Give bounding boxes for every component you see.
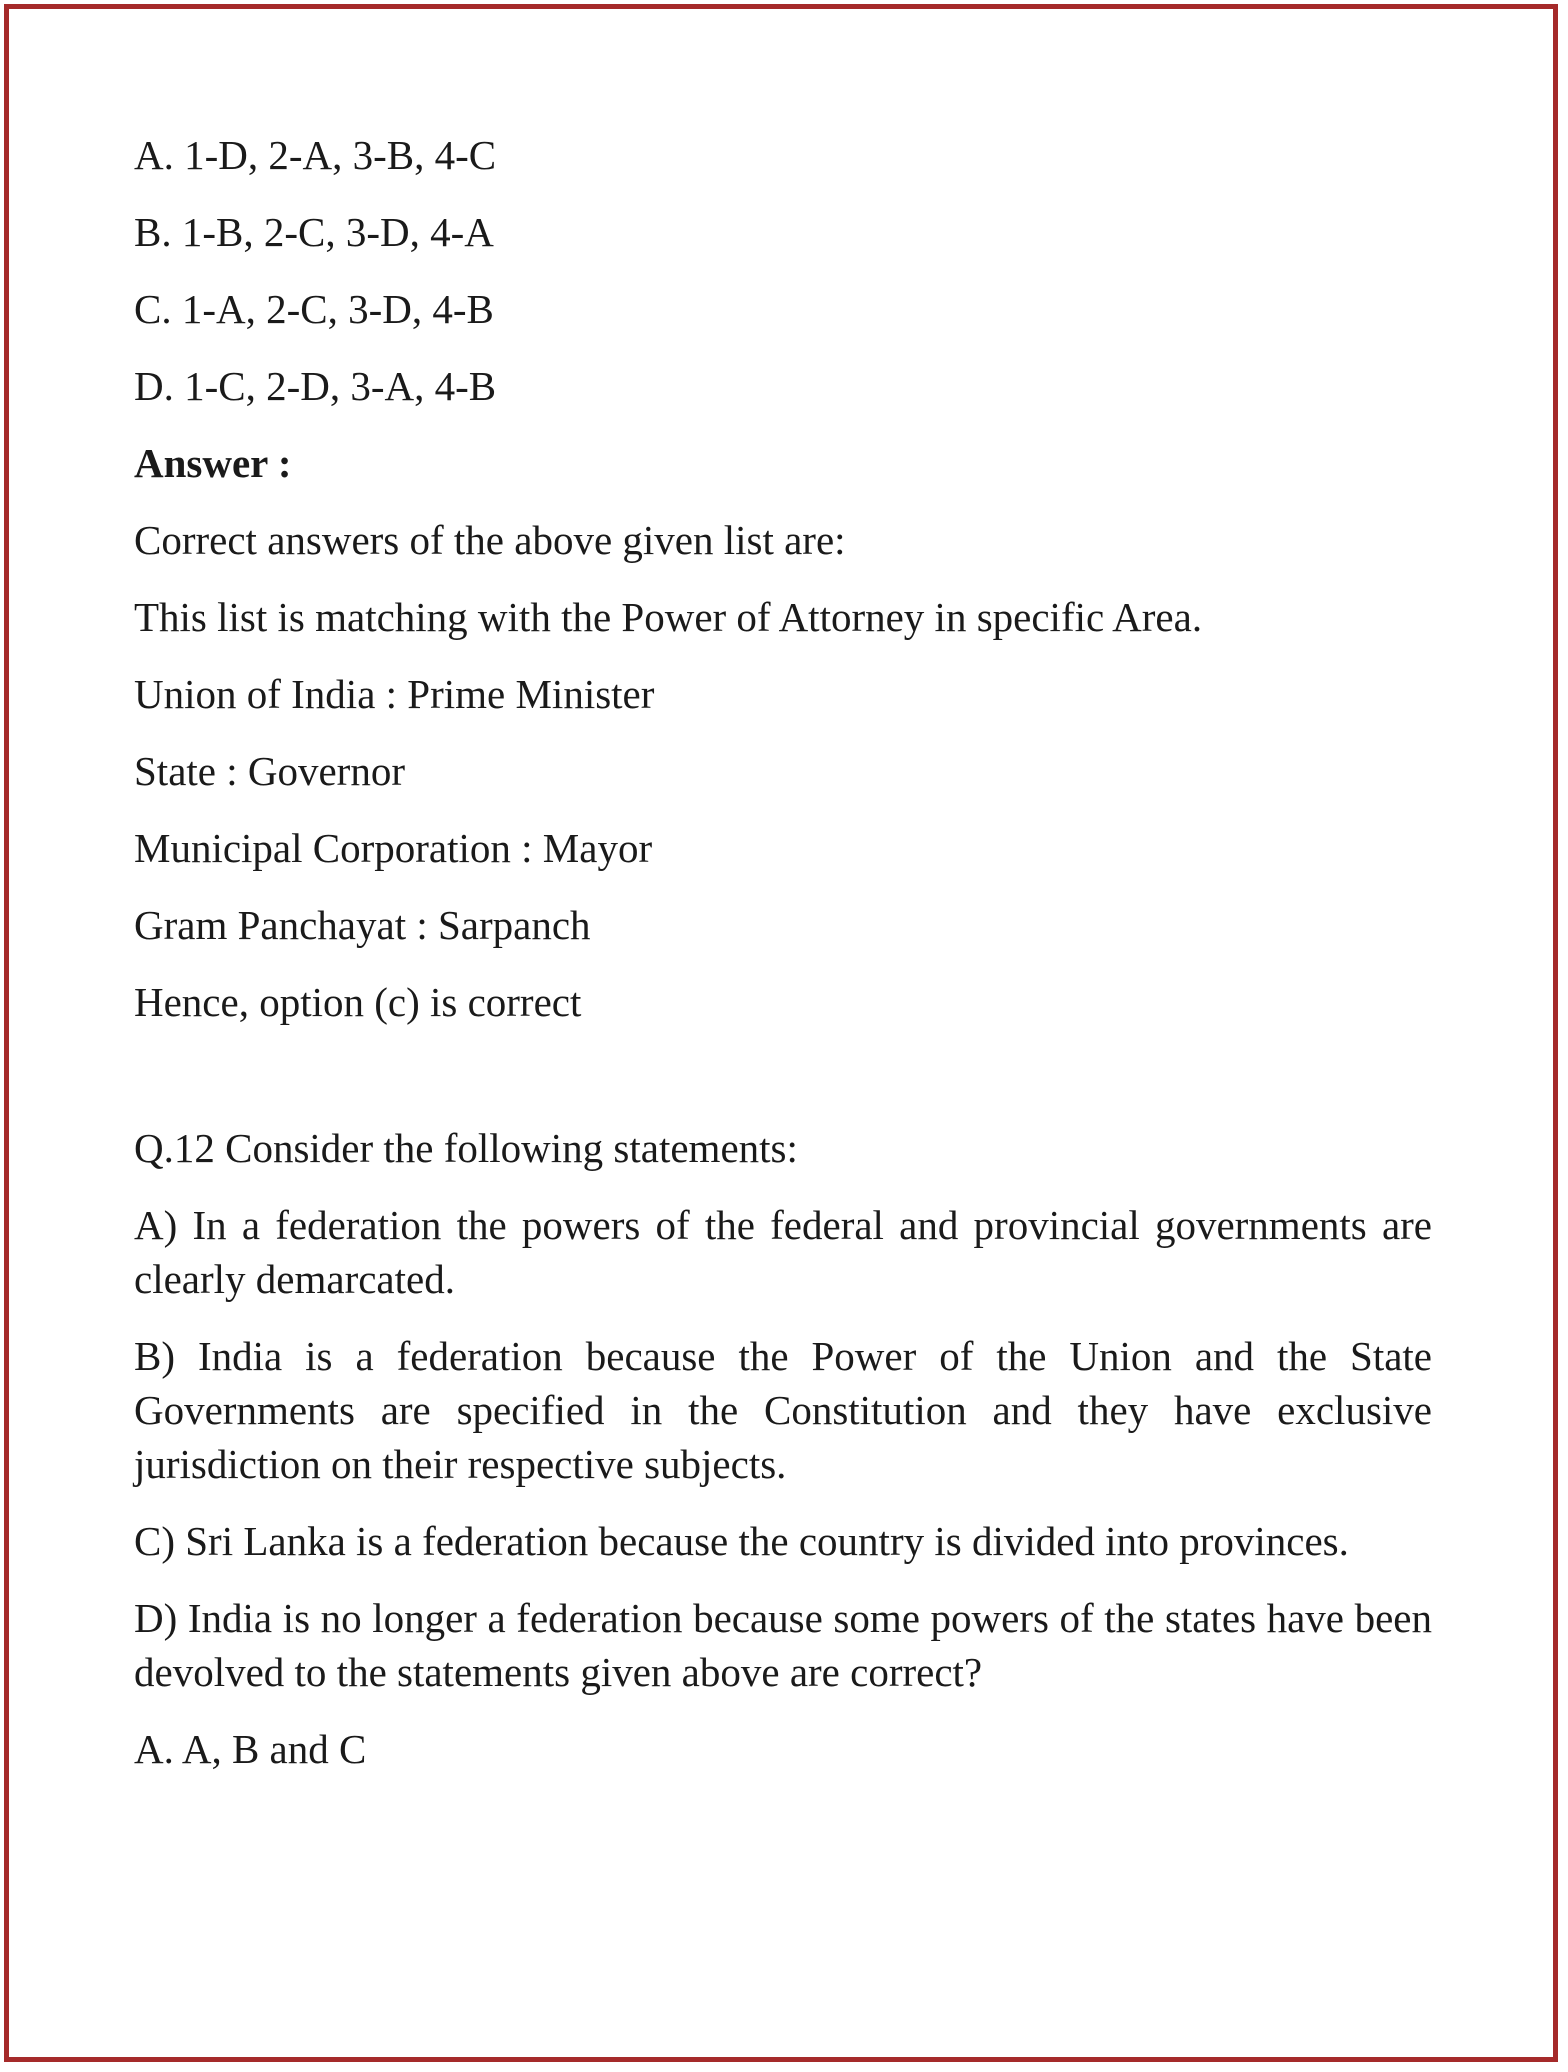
- question-option-a: A. A, B and C: [134, 1726, 367, 1772]
- question-title: Q.12 Consider the following statements:: [134, 1125, 798, 1171]
- answer-heading: Answer :: [134, 440, 292, 486]
- statement-a: A) In a federation the powers of the federal and provincial governments are clearly demarcated.: [134, 1202, 1432, 1302]
- answer-line: This list is matching with the Power of Attorney in specific Area.: [134, 594, 1203, 640]
- statement-c: C) Sri Lanka is a federation because the country is divided into provinces.: [134, 1518, 1349, 1564]
- answer-line: State : Governor: [134, 748, 405, 794]
- answer-line: Municipal Corporation : Mayor: [134, 825, 653, 871]
- statement-d: D) India is no longer a federation because some powers of the states have been devolved to the statements given above are correct?: [134, 1595, 1432, 1695]
- section-spacer: [134, 1029, 1432, 1121]
- document-body: [134, 128, 1432, 1776]
- answer-line: Union of India : Prime Minister: [134, 671, 655, 717]
- answer-conclusion: Hence, option (c) is correct: [134, 979, 582, 1025]
- option-b: B. 1-B, 2-C, 3-D, 4-A: [134, 209, 494, 255]
- answer-line: Correct answers of the above given list are:: [134, 517, 846, 563]
- option-a: A. 1-D, 2-A, 3-B, 4-C: [134, 132, 497, 178]
- option-c: C. 1-A, 2-C, 3-D, 4-B: [134, 286, 494, 332]
- option-d: D. 1-C, 2-D, 3-A, 4-B: [134, 363, 497, 409]
- statement-b: B) India is a federation because the Power of the Union and the State Governments are specified in the Constitution and they have exclusive jurisdiction on their respective subjects.: [134, 1333, 1432, 1487]
- answer-line: Gram Panchayat : Sarpanch: [134, 902, 591, 948]
